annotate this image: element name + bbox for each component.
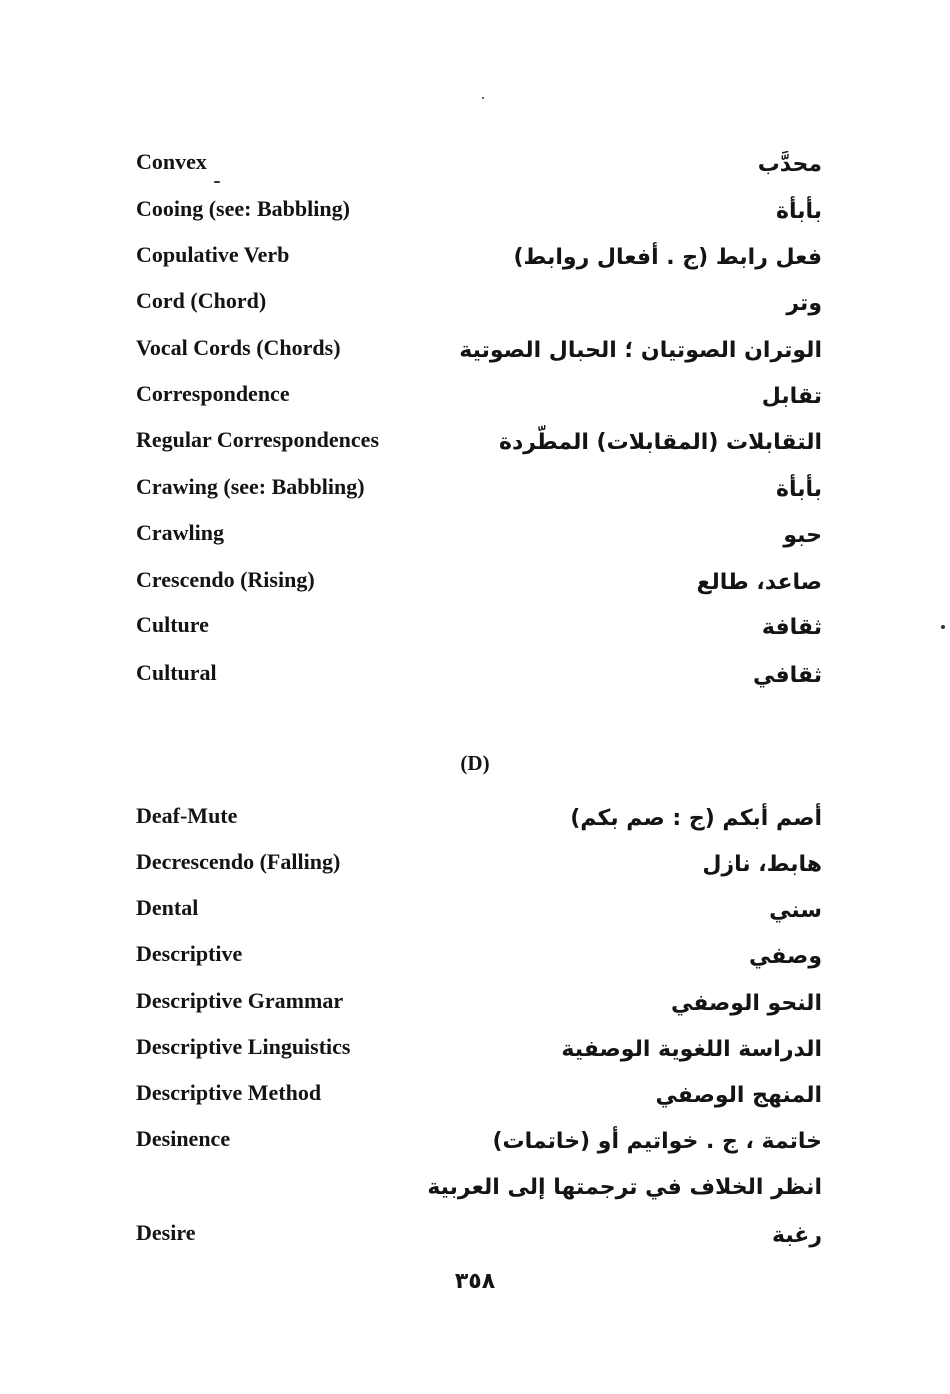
entry-descriptive-method xyxy=(0,1079,950,1119)
english-term: Crawing (see: Babbling) xyxy=(136,474,365,499)
entry-desire xyxy=(0,1219,950,1259)
english-term: Dental xyxy=(136,895,199,920)
arabic-term: رغبة xyxy=(771,1223,822,1248)
entry-copulative-verb xyxy=(0,241,950,281)
arabic-term: بأبأة xyxy=(775,199,822,224)
english-term: Cord (Chord) xyxy=(136,288,267,313)
arabic-term: هابط، نازل xyxy=(702,852,822,877)
english-term: Descriptive Grammar xyxy=(136,988,344,1013)
arabic-term: حبو xyxy=(783,523,822,548)
arabic-term: الوتران الصوتيان ؛ الحبال الصوتية xyxy=(459,338,822,363)
english-term: Decrescendo (Falling) xyxy=(136,849,341,874)
english-term: Culture xyxy=(136,612,209,637)
arabic-term: بأبأة xyxy=(775,477,822,502)
arabic-term: المنهج الوصفي xyxy=(655,1083,822,1108)
arabic-term: وصفي xyxy=(748,944,822,969)
scan-speck xyxy=(482,97,484,99)
entry-decrescendo xyxy=(0,848,950,888)
entry-crawling xyxy=(0,519,950,559)
entry-cooing xyxy=(0,195,950,235)
arabic-term: سني xyxy=(769,898,822,923)
entry-convex xyxy=(0,148,950,188)
entry-crawing xyxy=(0,473,950,513)
scan-speck xyxy=(214,181,220,183)
entry-cultural xyxy=(0,659,950,699)
page-number: ٣٥٨ xyxy=(454,1269,496,1294)
english-term: Descriptive Linguistics xyxy=(136,1034,351,1059)
arabic-term: تقابل xyxy=(761,384,822,409)
english-term: Regular Correspondences xyxy=(136,427,380,452)
arabic-term: الدراسة اللغوية الوصفية xyxy=(561,1037,822,1062)
entry-crescendo xyxy=(0,566,950,606)
arabic-term: التقابلات (المقابلات) المطّردة xyxy=(498,430,822,455)
english-term: Correspondence xyxy=(136,381,290,406)
entry-regular-correspondences xyxy=(0,426,950,466)
english-term: Descriptive xyxy=(136,941,243,966)
english-term: Descriptive Method xyxy=(136,1080,322,1105)
arabic-term: النحو الوصفي xyxy=(670,991,822,1016)
arabic-term: صاعد، طالع xyxy=(696,570,822,595)
entry-vocal-cords xyxy=(0,334,950,374)
arabic-term: خاتمة ، ج . خواتيم أو (خاتمات) xyxy=(492,1129,822,1154)
arabic-term: وتر xyxy=(786,291,822,316)
arabic-term: أصم أبكم (ج : صم بكم) xyxy=(570,806,822,831)
arabic-term: ثقافي xyxy=(752,663,822,688)
english-term: Copulative Verb xyxy=(136,242,290,267)
english-term: Crawling xyxy=(136,520,224,545)
entry-descriptive-linguistics xyxy=(0,1033,950,1073)
english-term: Vocal Cords (Chords) xyxy=(136,335,341,360)
arabic-term: محدَّب xyxy=(757,152,822,177)
english-term: Desinence xyxy=(136,1126,231,1151)
entry-deaf-mute xyxy=(0,802,950,842)
english-term: Deaf-Mute xyxy=(136,803,238,828)
english-term: Desire xyxy=(136,1220,196,1245)
entry-descriptive xyxy=(0,940,950,980)
section-heading-d: (D) xyxy=(460,751,490,775)
entry-culture xyxy=(0,611,950,651)
english-term: Crescendo (Rising) xyxy=(136,567,315,592)
entry-correspondence xyxy=(0,380,950,420)
english-term: Cultural xyxy=(136,660,217,685)
entry-descriptive-grammar xyxy=(0,987,950,1027)
arabic-note: انظر الخلاف في ترجمتها إلى العربية xyxy=(427,1175,822,1200)
arabic-term: فعل رابط (ج . أفعال روابط) xyxy=(513,245,822,270)
entry-desinence xyxy=(0,1125,950,1215)
english-term: Cooing (see: Babbling) xyxy=(136,196,350,221)
entry-cord xyxy=(0,287,950,327)
english-term: Convex xyxy=(136,149,207,174)
scan-speck xyxy=(941,625,945,629)
entry-dental xyxy=(0,894,950,934)
arabic-term: ثقافة xyxy=(761,615,822,640)
